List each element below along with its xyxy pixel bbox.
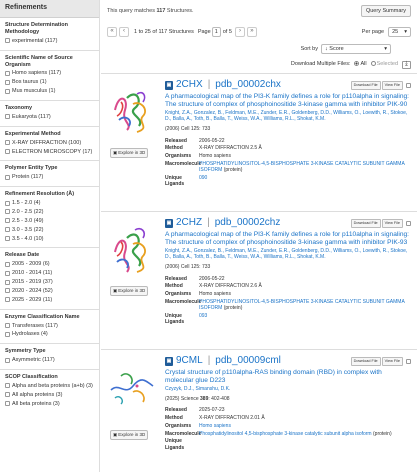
checkbox[interactable] [5,358,10,363]
facet-title: Release Date [5,252,40,259]
cube-icon: ▣ [113,432,118,437]
match-prefix: This query matches [107,7,157,14]
entry-citation [165,396,411,402]
citation-volume: 389 [200,396,209,403]
match-suffix: Structures. [165,7,194,14]
checkbox[interactable] [5,288,10,293]
checkbox[interactable] [5,175,10,180]
result-entry [101,350,417,472]
per-page-label: Per page [361,28,385,35]
facet-option-label: 2025 - 2029 (11) [12,296,53,303]
entry-body [165,355,411,452]
checkbox[interactable] [5,140,10,145]
option-selected-label: Selected [376,61,398,68]
checkbox[interactable] [5,271,10,276]
facet-option-label: Transferases (117) [12,322,58,329]
checkbox[interactable] [5,392,10,397]
meta-macromolecule [199,299,411,312]
facet-option[interactable] [5,114,94,121]
facet-option[interactable] [5,209,94,216]
sort-value-text: Score [329,45,344,52]
result-entry [101,212,417,350]
facet-option-label: 3.0 - 3.5 (22) [12,226,44,233]
first-page-button[interactable]: « [107,27,117,37]
view-file-button[interactable]: View File [382,81,403,90]
meta-key: Unique Ligands [165,438,185,451]
facet-option[interactable] [5,401,94,408]
extended-id-link[interactable]: pdb_00002chx [215,79,281,91]
meta-key: Organisms [165,291,192,298]
next-page-button[interactable]: › [235,27,245,37]
per-page-value: 25 [392,28,399,35]
entry-id-line [165,79,411,92]
macromolecule-link[interactable]: Phosphatidylinositol 4,5-bisphosphate 3-kinase catalytic subunit alpha isoform [199,430,372,437]
entry-actions [351,219,411,228]
facet-option[interactable] [5,200,94,207]
checkbox[interactable] [5,114,10,119]
explore-3d-button[interactable] [110,286,148,296]
meta-method: X-RAY DIFFRACTION 2.6 Å [199,283,262,290]
select-checkbox[interactable] [406,359,411,364]
range-text: 1 to 25 of 117 Structures [134,28,194,35]
entry-citation: (2006) Cell 125: 733 [165,264,211,271]
checkbox[interactable] [5,71,10,76]
meta-released: 2006-05-22 [199,137,225,144]
match-count-text [107,8,194,15]
checkbox[interactable] [5,236,10,241]
checkbox[interactable] [5,323,10,328]
entry-actions [351,81,411,90]
meta-key: Method [165,415,183,422]
facet-option-label: 3.5 - 4.0 (10) [12,235,44,242]
entry-meta [165,276,411,326]
view-file-button[interactable]: View File [382,357,403,366]
facet-option[interactable] [5,279,94,286]
select-checkbox[interactable] [406,221,411,226]
structure-thumbnail[interactable] [107,80,157,140]
entry-body [165,217,411,327]
facet-option[interactable] [5,270,94,277]
meta-macromolecule [199,431,411,437]
facet-option[interactable] [5,218,94,225]
structure-thumbnail[interactable] [107,218,157,278]
facet-title: Taxonomy [5,105,33,111]
lock-icon: ▣ [166,358,172,365]
download-file-button[interactable]: Download File [351,81,381,90]
meta-key: Unique Ligands [165,174,185,188]
explore-label: Explore in 3D [118,150,146,155]
view-file-button[interactable]: View File [382,219,403,228]
meta-key: Released [165,407,187,414]
facet-experimental-method [0,127,99,162]
facet-enzyme-class [0,310,99,345]
meta-organisms[interactable]: Homo sapiens [199,422,231,429]
facet-resolution [0,187,99,248]
facet-option-label: Mus musculus (1) [12,88,56,95]
meta-key: Organisms [165,422,192,429]
facet-option-label: Protein (117) [12,174,44,181]
entry-citation: (2006) Cell 125: 733 [165,126,211,133]
download-file-button[interactable]: Download File [351,219,381,228]
query-summary-button[interactable]: Query Summary [361,5,411,18]
checkbox[interactable] [5,149,10,154]
facet-methodology [0,18,99,51]
sort-value: ↓ Score [325,45,344,52]
facet-title: SCOP Classification [5,374,58,380]
download-row [101,56,417,74]
separator: | [207,217,210,229]
meta-method: X-RAY DIFFRACTION 2.01 Å [199,415,265,422]
ligand-link[interactable]: 090 [199,174,208,181]
facet-option[interactable] [5,288,94,295]
checkbox[interactable] [5,401,10,406]
facet-option-label: Eukaryota (117) [12,113,51,120]
facet-option-label: 2010 - 2014 (11) [12,270,53,277]
macromolecule-type: (protein) [373,430,392,437]
radio-checked-icon[interactable] [354,61,359,66]
facet-option-label: Asymmetric (117) [12,357,55,364]
meta-macromolecule [199,161,411,174]
facet-option-label: 2020 - 2024 (52) [12,287,53,294]
sort-label: Sort by [300,45,318,52]
macromolecule-type: (protein) [223,305,243,312]
structure-thumbnail[interactable] [107,356,157,416]
macromolecule-type: (protein) [223,167,243,174]
checkbox[interactable] [5,297,10,302]
entry-id-line [165,355,411,368]
results-panel [101,0,417,472]
facet-option-label: experimental (117) [12,37,58,44]
meta-key: Macromolecule [165,160,202,167]
facet-symmetry [0,344,99,370]
facet-option[interactable] [5,331,94,338]
facet-option-label: 2.5 - 3.0 (49) [12,217,44,224]
entry-authors[interactable]: Czyzyk, D.J., Simanshu, D.K. [165,385,231,392]
download-label: Download Multiple Files: [290,61,351,68]
select-checkbox[interactable] [406,83,411,88]
pdb-id-link[interactable]: 9CML [176,355,203,367]
facet-release-date [0,248,99,309]
facet-option-label: 2015 - 2019 (37) [12,279,53,285]
checkbox[interactable] [5,89,10,94]
checkbox[interactable] [5,201,10,206]
meta-key: Unique Ligands [165,312,185,326]
entry-title-link[interactable]: A pharmacological map of the PI3-K family defines a role for p110alpha in signaling: The structure of complex of phosphoinositide 3-kinase gamma with inhibitor PIK-93 [165,231,409,246]
facet-option-label: Alpha and beta proteins (a+b) (3) [12,382,93,389]
facet-option[interactable] [5,297,94,304]
entry-title-link[interactable]: Crystal structure of p110alpha-RAS binding domain (RBD) in complex with molecular glue D223 [165,369,382,384]
facet-option[interactable] [5,38,94,45]
meta-key: Released [165,275,187,282]
explore-label: Explore in 3D [118,288,146,293]
extended-id-link[interactable]: pdb_00002chz [214,217,281,229]
sort-row [101,42,417,56]
meta-released: 2025-07-23 [199,407,225,414]
facet-option-label: 2.0 - 2.5 (22) [12,208,44,215]
facet-option-label: Bos taurus (1) [12,79,47,86]
facet-option[interactable] [5,357,94,364]
pdb-id-link[interactable]: 2CHZ [176,217,203,229]
meta-organisms: Homo sapiens [199,291,231,298]
facet-option-label: All alpha proteins (3) [12,391,63,398]
separator: | [207,355,211,367]
entry-meta [165,407,411,451]
checkbox[interactable] [5,280,10,285]
checkbox[interactable] [5,80,10,85]
facet-option[interactable] [5,236,94,243]
facet-organism [0,51,99,101]
download-option-all[interactable] [354,61,366,68]
facet-option[interactable] [5,149,94,156]
checkbox[interactable] [5,383,10,388]
entry-actions [351,357,411,366]
citation-journal: (2025) Science [165,396,201,403]
results-header [101,0,417,22]
facet-option-label: ELECTRON MICROSCOPY (17) [12,148,93,155]
facet-option[interactable] [5,88,94,95]
cube-icon: ▣ [113,150,118,155]
lock-icon: ▣ [166,220,172,227]
facet-title: Enzyme Classification Name [5,313,80,320]
facet-option-label: All beta proteins (3) [12,400,60,407]
chevron-down-icon: ▾ [404,28,407,35]
facet-option[interactable] [5,140,94,147]
facet-option-label: Hydrolases (4) [12,331,48,338]
meta-key: Method [165,283,183,290]
checkbox[interactable] [5,262,10,267]
ligand-link[interactable] [199,438,411,451]
per-page [362,27,411,38]
page-number-input[interactable]: 1 [212,27,221,38]
download-option-selected[interactable] [371,61,398,68]
result-entry [101,74,417,212]
facet-option-label: 1.5 - 2.0 (4) [12,200,41,206]
entry-authors[interactable]: Knight, Z.A., Gonzalez, B., Feldman, M.E., Zunder, E.R., Goldenberg, D.D., Williams, O., Loewith, R., Stokoe, D., Balla, A., Toth, B., Balla, T., Weiss, W.A., Williams, R.L., Shokat, K.M. [165,109,408,123]
checkbox[interactable] [5,332,10,337]
facet-option[interactable] [5,227,94,234]
explore-3d-button[interactable] [110,430,148,440]
citation-pages: : 402-408 [208,396,230,403]
macromolecule-link[interactable]: PHOSPHATIDYLINOSITOL-4,5-BISPHOSPHATE 3-KINASE CATALYTIC SUBUNIT GAMMA ISOFORM [199,298,405,312]
facet-polymer-type [0,161,99,187]
meta-key: Released [165,137,187,144]
separator: | [207,79,211,91]
explore-3d-button[interactable] [110,148,148,158]
ligand-link[interactable]: 093 [199,312,208,319]
checkbox[interactable] [5,38,10,43]
prev-page-button[interactable]: ‹ [119,27,129,37]
option-all-label: All [360,61,367,68]
facet-option[interactable] [5,323,94,330]
facet-taxonomy [0,101,99,127]
extended-id-link[interactable]: pdb_00009cml [215,355,281,367]
facet-scop [0,370,99,413]
sort-select[interactable] [321,44,391,55]
meta-method: X-RAY DIFFRACTION 2.5 Å [199,145,262,152]
facet-option[interactable] [5,79,94,86]
entry-meta [165,138,411,188]
meta-released: 2006-05-22 [199,275,225,282]
cube-icon: ▣ [113,288,118,293]
entry-body [165,79,411,189]
facet-title: Scientific Name of Source Organism [5,54,73,68]
pdb-id-link[interactable]: 2CHX [176,79,203,91]
match-count: 117 [156,7,166,14]
facet-title: Refinement Resolution (Å) [5,191,75,198]
per-page-select[interactable] [388,27,411,38]
facet-option[interactable] [5,383,94,390]
facet-title: Structure Determination Methodology [5,22,68,35]
facet-title: Symmetry Type [5,348,46,355]
meta-key: Macromolecule [165,298,202,305]
meta-key: Method [165,145,183,152]
entry-id-line [165,217,411,230]
facet-option[interactable] [5,392,94,399]
entry-title-link[interactable]: A pharmacological map of the PI3-K family defines a role for p110alpha in signaling: The structure of complex of phosphoinositide 3-kinase gamma with inhibitor PIK-90 [165,93,409,108]
of-pages: of 5 [222,28,232,35]
facet-title: Polymer Entity Type [5,165,58,172]
facet-option[interactable] [5,70,94,77]
page-label: Page [197,28,211,35]
radio-icon[interactable] [371,61,376,66]
facet-option[interactable] [5,261,94,268]
download-file-button[interactable]: Download File [351,357,381,366]
facet-option-label: Homo sapiens (117) [12,70,62,77]
explore-label: Explore in 3D [118,432,146,437]
lock-icon: ▣ [166,82,172,89]
facet-option-label: 2005 - 2009 (6) [12,261,50,268]
refinements-sidebar [0,0,100,472]
macromolecule-link[interactable]: PHOSPHATIDYLINOSITOL-4,5-BISPHOSPHATE 3-KINASE CATALYTIC SUBUNIT GAMMA ISOFORM [199,160,405,174]
last-page-button[interactable]: » [247,27,257,37]
download-icon[interactable]: ⤓ [402,61,411,69]
checkbox[interactable] [5,218,10,223]
facet-option-label: X-RAY DIFFRACTION (100) [12,139,82,146]
meta-organisms: Homo sapiens [199,153,231,160]
checkbox[interactable] [5,227,10,232]
chevron-down-icon: ▾ [384,45,387,52]
checkbox[interactable] [5,209,10,214]
facet-option[interactable] [5,174,94,181]
facet-title: Experimental Method [5,130,61,137]
refinements-header: Refinements [0,0,99,18]
entry-authors[interactable]: Knight, Z.A., Gonzalez, B., Feldman, M.E., Zunder, E.R., Goldenberg, D.D., Williams, O., Loewith, R., Stokoe, D., Balla, A., Toth, B., Balla, T., Weiss, W.A., Williams, R.L., Shokat, K.M. [165,247,408,261]
meta-key: Macromolecule [165,430,202,437]
meta-key: Organisms [165,153,192,160]
pagination [101,22,417,42]
